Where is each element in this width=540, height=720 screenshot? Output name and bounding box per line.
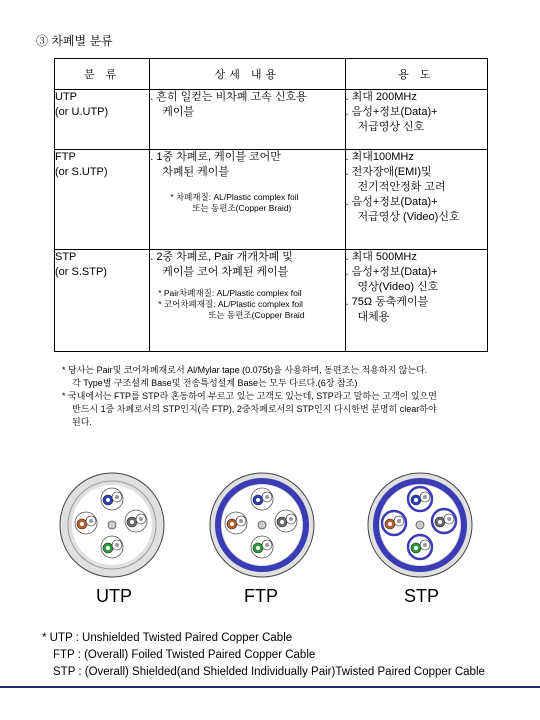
conductor-core	[414, 546, 418, 550]
type-alias: (or S.UTP)	[55, 166, 108, 178]
conductor-core	[265, 495, 269, 499]
conductor-core	[130, 520, 134, 524]
conductor-core	[289, 517, 293, 521]
conductor-core	[80, 522, 84, 526]
use-line: . 최대 500MHz	[345, 251, 417, 263]
footnotes	[62, 364, 437, 429]
material-note: * Pair차폐재질: AL/Plastic complex foil	[158, 288, 302, 298]
detail-line: . 흔히 일컫는 비차폐 고속 신호용	[150, 91, 307, 103]
legend-line: STP : (Overall) Shielded(and Shielded Individually Pair)Twisted Paired Copper Cable	[53, 666, 485, 678]
conductor-core	[438, 520, 442, 524]
center-filler	[108, 521, 116, 529]
use-line: 대체용	[357, 311, 390, 323]
footnote-line: 된다.	[72, 417, 92, 427]
table-row-utp	[55, 90, 488, 150]
header-uses: 용 도	[345, 59, 488, 90]
cable-ftp-drawing	[210, 473, 314, 577]
conductor-core	[139, 517, 143, 521]
uses-cell	[345, 90, 488, 150]
conductor-core	[106, 546, 110, 550]
conductor-core	[388, 522, 392, 526]
type-name: UTP	[55, 91, 77, 103]
table-row-ftp	[55, 150, 488, 250]
use-line: . 전자장애(EMI)및	[345, 166, 432, 178]
conductor-core	[106, 498, 110, 502]
conductor-core	[89, 519, 93, 523]
details-cell	[150, 150, 345, 250]
conductor-core	[265, 543, 269, 547]
details-cell	[150, 250, 345, 352]
conductor-core	[230, 522, 234, 526]
type-name: FTP	[55, 151, 76, 163]
header-details: 상세 내용	[150, 59, 345, 90]
details-cell	[150, 90, 345, 150]
detail-line: . 1중 차폐로, 케이블 코어만	[150, 151, 281, 163]
detail-line: 케이블 코어 차폐된 케이블	[162, 266, 289, 278]
use-line: 저급영상 신호	[357, 121, 425, 133]
footnote-line: 반드시 1중 차폐로서의 STP인지(즉 FTP), 2중차폐로서의 STP인지 다시한번 분명히 clear하야	[72, 404, 437, 414]
type-cell	[55, 150, 150, 250]
conductor-core	[256, 498, 260, 502]
header-category: 분 류	[55, 59, 150, 90]
conductor-core	[256, 546, 260, 550]
legend-line: FTP : (Overall) Foiled Twisted Paired Copper Cable	[53, 649, 316, 661]
cable-utp-drawing	[60, 473, 164, 577]
abbreviation-legend	[42, 630, 485, 681]
type-name: STP	[55, 251, 77, 263]
conductor-core	[447, 517, 451, 521]
use-line: . 음성+정보(Data)+	[345, 196, 438, 208]
material-note: * 차폐재질: AL/Plastic complex foil	[170, 192, 299, 202]
type-alias: (or U.UTP)	[55, 106, 109, 118]
use-line: . 음성+정보(Data)+	[345, 106, 438, 118]
conductor-core	[423, 543, 427, 547]
footnote-line: * 당사는 Pair및 코어차폐재로서 Al/Mylar tape (0.075t)을 사용하며, 동편조는 적용하지 않는다.	[62, 365, 428, 375]
use-line: . 75Ω 동축케이블	[345, 296, 429, 308]
uses-cell	[345, 250, 488, 352]
footnote-line: * 국내에서는 FTP를 STP라 혼동하여 부르고 있는 고객도 있는데, STP라고 말하는 고객이 있으면	[62, 391, 437, 401]
conductor-core	[115, 495, 119, 499]
center-filler	[258, 521, 266, 529]
table-header-row	[55, 59, 488, 90]
conductor-core	[280, 520, 284, 524]
detail-line: 차폐된 케이블	[162, 166, 230, 178]
detail-line: 케이블	[162, 106, 195, 118]
type-cell	[55, 90, 150, 150]
material-note: * 코어차폐재질: AL/Plastic complex foil	[158, 299, 303, 309]
conductor-core	[397, 519, 401, 523]
material-note: 또는 동편조(Copper Braid)	[192, 203, 292, 213]
use-line: . 최대 200MHz	[345, 91, 417, 103]
detail-line: . 2중 차폐로, Pair 개개차폐 및	[150, 251, 293, 263]
conductor-core	[115, 543, 119, 547]
section-heading: ③ 차폐별 분류	[36, 34, 113, 48]
cable-stp-drawing	[368, 473, 472, 577]
type-alias: (or S.STP)	[55, 266, 107, 278]
bottom-rule	[0, 686, 540, 688]
cable-label-ftp: FTP	[244, 586, 278, 606]
footnote-line: 각 Type별 구조설계 Base및 전송특성설계 Base는 모두 다르다.(6장 참조)	[72, 378, 358, 388]
conductor-core	[239, 519, 243, 523]
legend-line: * UTP : Unshielded Twisted Paired Copper Cable	[42, 632, 293, 644]
use-line: 전기적안정화 고려	[357, 181, 446, 193]
table-row-stp	[55, 250, 488, 352]
shield-classification-table	[54, 58, 488, 352]
material-note: 또는 동편조(Copper Braid	[208, 310, 305, 320]
cable-label-stp: STP	[404, 586, 440, 606]
conductor-core	[414, 498, 418, 502]
uses-cell	[345, 150, 488, 250]
cable-cross-sections	[0, 470, 540, 585]
use-line: . 음성+정보(Data)+	[345, 266, 438, 278]
use-line: 저급영상 (Video)신호	[357, 211, 460, 223]
center-filler	[416, 521, 424, 529]
use-line: 영상(Video) 신호	[357, 281, 439, 293]
type-cell	[55, 250, 150, 352]
conductor-core	[423, 495, 427, 499]
cable-label-utp: UTP	[96, 586, 132, 606]
use-line: . 최대100MHz	[345, 151, 414, 163]
